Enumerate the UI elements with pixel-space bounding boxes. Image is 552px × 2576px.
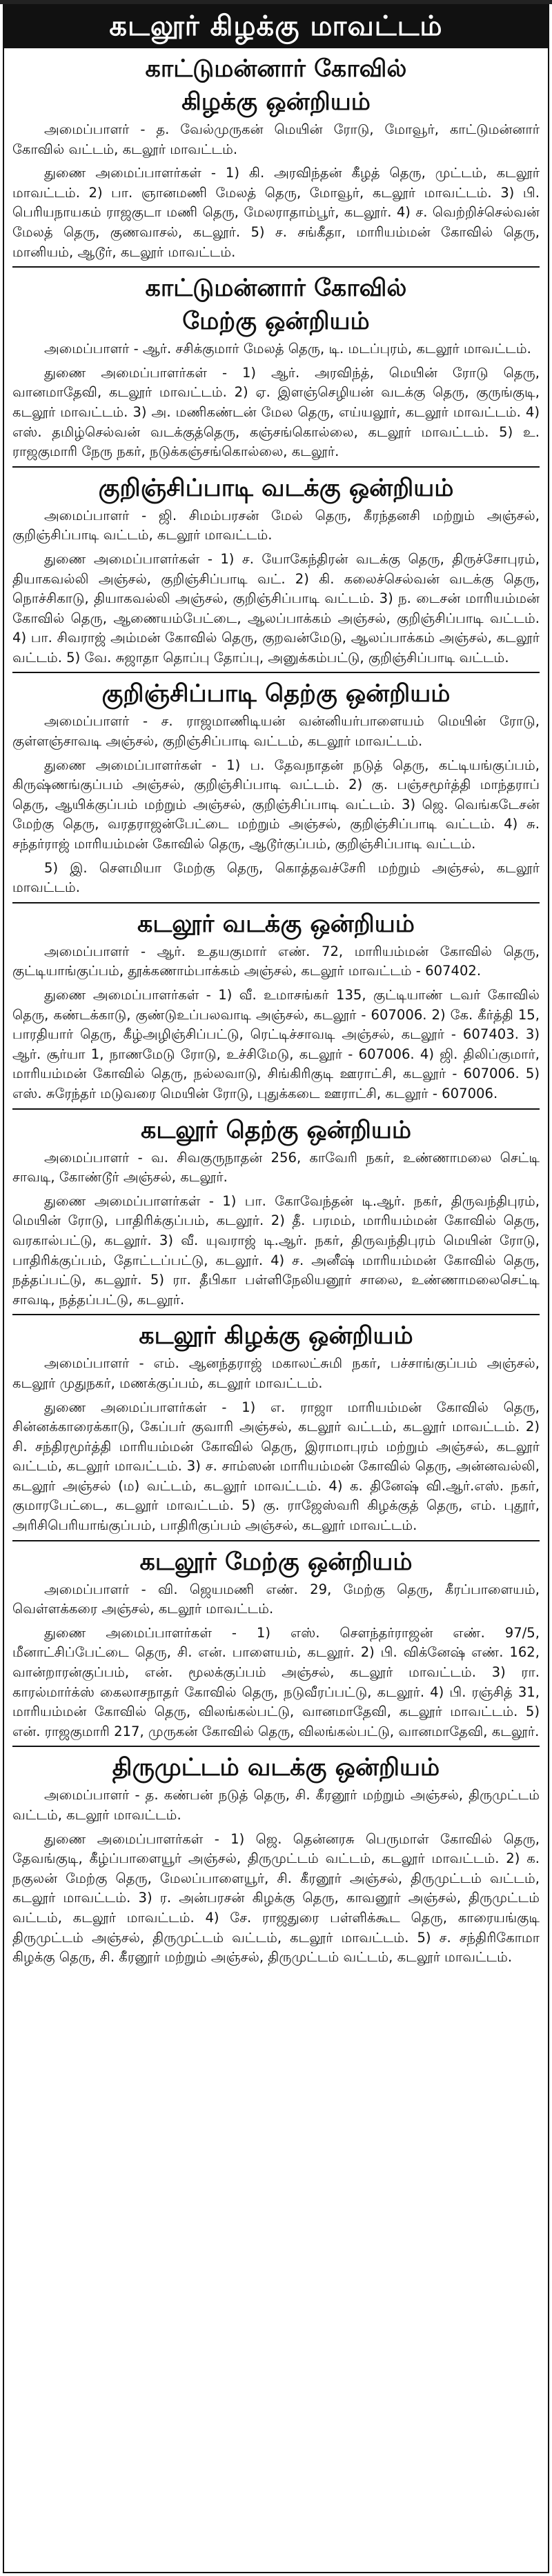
union-title: திருமுட்டம் வடக்கு ஒன்றியம் [112, 1754, 440, 1782]
organiser-paragraph: அமைப்பாளர் - ஜி. சிமம்பரசன் மேல் தெரு, கீரந்தனசி மற்றும் அஞ்சல், குறிஞ்சிப்பாடி வட்டம், கடலூர் மாவட்டம். [12, 507, 540, 543]
sections-container [4, 48, 548, 1968]
deputy-organisers-paragraph: துணை அமைப்பாளர்கள் - 1) கி. அரவிந்தன் கீழத் தெரு, முட்டம், கடலூர் மாவட்டம். 2) பா. ஞானமணி மேலத் தெரு, மோவூர், கடலூர் மாவட்டம். 3) பி. பெரியநாயகம் ராஜகுடா மணி தெரு, மேலராதாம்பூர், கடலூர். 4) ச. வெற்றிச்செல்வன் மேலத் தெரு, குணவாசல், கடலூர். 5) ச. சங்கீதா, மாரியம்மன் கோவில் தெரு, மானியம், ஆடூர், கடலூர் மாவட்டம். [12, 165, 540, 260]
union-title: கடலூர் மேற்கு ஒன்றியம் [139, 1548, 413, 1576]
district-banner: கடலூர் கிழக்கு மாவட்டம் [4, 6, 548, 48]
organiser-paragraph: அமைப்பாளர் - எம். ஆனந்தராஜ் மகாலட்சுமி நகர், பச்சாங்குப்பம் அஞ்சல், கடலூர் முதுநகர், மணக்குப்பம், கடலூர் மாவட்டம். [12, 1355, 540, 1391]
organiser-paragraph: அமைப்பாளர் - த. கண்பன் நடுத் தெரு, சி. கீரனூர் மற்றும் அஞ்சல், திருமுட்டம் வட்டம், கடலூர் மாவட்டம். [12, 1787, 540, 1823]
union-title: கிழக்கு ஒன்றியம் [181, 88, 371, 116]
union-title: கடலூர் தெற்கு ஒன்றியம் [140, 1116, 412, 1144]
union-section [4, 48, 548, 268]
organiser-paragraph: அமைப்பாளர் - ஆர். உதயகுமார் எண். 72, மாரியம்மன் கோவில் தெரு, குட்டியாங்குப்பம், தூக்கணாம்பாக்கம் அஞ்சல், கடலூர் மாவட்டம் - 607402. [12, 943, 540, 979]
deputy-organisers-paragraph: துணை அமைப்பாளர்கள் - 1) வீ. உமாசங்கர் 135, குட்டியாண் டவர் கோவில் தெரு, கண்டக்காடு, குண்டுஉப்பலவாடி அஞ்சல், கடலூர் - 607006. 2) கே. கீர்த்தி 15, பாரதியார் தெரு, கீழ்அழிஞ்சிப்பட்டு, ரெட்டிச்சாவடி அஞ்சல், கடலூர் - 607403. 3) ஆர். சூர்யா 1, நாணமேடு ரோடு, உச்சிமேடு, கடலூர் - 607006. 4) ஜி. திலிப்குமார், மாரியம்மன் கோவில் தெரு, நல்லவாடு, சிங்கிரிகுடி ஊராட்சி, கடலூர் - 607006. 5) எஸ். சுரேந்தர் மடுவரை மெயின் ரோடு, புதுக்கடை ஊராட்சி, கடலூர் - 607006. [12, 987, 540, 1101]
union-title: காட்டுமன்னார் கோவில் [145, 55, 407, 83]
union-section [4, 468, 548, 674]
union-title: கடலூர் கிழக்கு ஒன்றியம் [139, 1322, 413, 1350]
deputy-organisers-paragraph: துணை அமைப்பாளர்கள் - 1) பா. கோவேந்தன் டி.ஆர். நகர், திருவந்திபுரம், மெயின் ரோடு, பாதிரிக்குப்பம், கடலூர். 2) தீ. பரமம், மாரியம்மன் கோவில் தெரு, வரகால்பட்டு, கடலூர். 3) வீ. யுவராஜ் டி.ஆர். நகர், திருவந்திபுரம் மெயின் ரோடு, பாதிரிக்குப்பம், தோட்டப்பட்டு, கடலூர். 4) ச. அனீஷ் மாரியம்மன் கோவில் தெரு, நத்தப்பட்டு, கடலூர். 5) ரா. தீபிகா பள்ளிநேலியனூர் சாலை, உண்ணாமலைசெட்டி சாவடி, நத்தப்பட்டு, கடலூர். [12, 1192, 540, 1308]
union-section [4, 903, 548, 1110]
organiser-paragraph: அமைப்பாளர் - ச. ராஜமாணிடியன் வன்னியர்பாளையம் மெயின் ரோடு, குள்ளஞ்சாவடி அஞ்சல், குறிஞ்சிப்பாடி வட்டம், கடலூர் மாவட்டம். [12, 713, 540, 750]
deputy-organisers-paragraph: துணை அமைப்பாளர்கள் - 1) ப. தேவநாதன் நடுத் தெரு, கட்டியங்குப்பம், கிருஷ்ணங்குப்பம் அஞ்சல், குறிஞ்சிப்பாடி வட்டம். 2) கு. பஞ்சமூர்த்தி மாந்தராப் தெரு, ஆயிக்குப்பம் மற்றும் அஞ்சல், குறிஞ்சிப்பாடி வட்டம். 3) ஜெ. வெங்கடேசன் மேற்கு தெரு, வரதராஜன்பேட்டை மற்றும் அஞ்சல், குறிஞ்சிப்பாடி வட்டம். 4) சு. சந்தர்ராஜ் மாரியம்மன் கோவில் தெரு, ஆடூர்குப்பம், குறிஞ்சிப்பாடி வட்டம். [12, 757, 540, 852]
union-title: குறிஞ்சிப்பாடி வடக்கு ஒன்றியம் [98, 474, 454, 502]
union-title: மேற்கு ஒன்றியம் [182, 308, 370, 336]
notice-frame [3, 4, 549, 2573]
deputy-organisers-paragraph: துணை அமைப்பாளர்கள் - 1) ஜெ. தென்னரசு பெருமாள் கோவில் தெரு, தேவங்குடி, கீழ்ப்பாளையூர் அஞ்சல், திருமுட்டம் வட்டம், கடலூர் மாவட்டம். 2) க. நகுலன் மேற்கு தெரு, மேலப்பாளையூர், சி. கீரனூர் அஞ்சல், திருமுட்டம் வட்டம், கடலூர் மாவட்டம். 3) ர. அன்பரசன் கிழக்கு தெரு, காவனூர் அஞ்சல், திருமுட்டம் வட்டம், கடலூர் மாவட்டம். 4) சே. ராஜதுரை பள்ளிக்கூட தெரு, காரையங்குடி திருமுட்டம் அஞ்சல், திருமுட்டம் வட்டம், கடலூர் மாவட்டம். 5) ச. சந்திரிகோமா கிழக்கு தெரு, சி. கீரனூர் மற்றும் அஞ்சல், திருமுட்டம் வட்டம், கடலூர் மாவட்டம். [12, 1830, 540, 1966]
deputy-organisers-paragraph: 5) இ. சௌமியா மேற்கு தெரு, கொத்தவச்சேரி மற்றும் அஞ்சல், கடலூர் மாவட்டம். [12, 859, 540, 896]
union-title: குறிஞ்சிப்பாடி தெற்கு ஒன்றியம் [101, 680, 451, 708]
deputy-organisers-paragraph: துணை அமைப்பாளர்கள் - 1) ஆர். அரவிந்த், மெயின் ரோடு தெரு, வானமாதேவி, கடலூர் மாவட்டம். 2) ஏ. இளஞ்செழியன் வடக்கு தெரு, குருங்குடி, கடலூர் மாவட்டம். 3) அ. மணிகண்டன் மேல தெரு, எய்யலூர், கடலூர் மாவட்டம். 4) எஸ். தமிழ்செல்வன் வடக்குத்தெரு, கஞ்சங்கொல்லை, கடலூர் மாவட்டம். 5) உ. ராஜகுமாரி நேரு நகர், நடுக்கஞ்சங்கொல்லை, கடலூர். [12, 364, 540, 460]
organiser-paragraph: அமைப்பாளர் - த. வேல்முருகன் மெயின் ரோடு, மோவூர், காட்டுமன்னார் கோவில் வட்டம், கடலூர் மாவட்டம். [12, 121, 540, 157]
organiser-paragraph: அமைப்பாளர் - ஆர். சசிக்குமார் மேலத் தெரு, டி. மடப்புரம், கடலூர் மாவட்டம். [44, 341, 531, 357]
union-section [4, 1110, 548, 1316]
deputy-organisers-paragraph: துணை அமைப்பாளர்கள் - 1) ச. யோகேந்திரன் வடக்கு தெரு, திருச்சோபுரம், தியாகவல்லி அஞ்சல், குறிஞ்சிப்பாடி வட். 2) கி. கலைச்செல்வன் வடக்கு தெரு, நொச்சிகாடு, தியாகவல்லி அஞ்சல், குறிஞ்சிப்பாடி வட்டம். 3) ந. டைசன் மாரியம்மன் கோவில் தெரு, ஆணையம்பேட்டை, ஆலப்பாக்கம் அஞ்சல், குறிஞ்சிப்பாடி வட்டம். 4) பா. சிவராஜ் அம்மன் கோவில் தெரு, குறவன்மேடு, ஆலப்பாக்கம் அஞ்சல், கடலூர் வட்டம். 5) வே. சுஜாதா தொப்பு தோப்பு, அனுக்கம்பட்டு, குறிஞ்சிப்பாடி வட்டம். [12, 550, 540, 666]
union-title: காட்டுமன்னார் கோவில் [145, 274, 407, 303]
union-section [4, 1315, 548, 1541]
union-section [4, 673, 548, 903]
organiser-paragraph: அமைப்பாளர் - வ. சிவகுருநாதன் 256, காவேரி நகர், உண்ணாமலை செட்டி சாவடி, கோண்டூர் அஞ்சல், கடலூர். [12, 1149, 540, 1186]
deputy-organisers-paragraph: துணை அமைப்பாளர்கள் - 1) எ. ராஜா மாரியம்மன் கோவில் தெரு, சின்னக்காரைக்காடு, கேப்பர் குவாரி அஞ்சல், கடலூர் வட்டம், கடலூர் மாவட்டம். 2) சி. சந்திரமூர்த்தி மாரியம்மன் கோவில் தெரு, இராமாபுரம் மற்றும் அஞ்சல், கடலூர் வட்டம், கடலூர் மாவட்டம். 3) ச. சாம்ஸன் மாரியம்மன் கோவில் தெரு, அன்னவல்லி, கடலூர் அஞ்சல் (ம) வட்டம், கடலூர் மாவட்டம். 4) க. தினேஷ் வி.ஆர்.எஸ். நகர், குமாரபேட்டை, கடலூர் மாவட்டம். 5) கு. ராஜேஸ்வரி கிழக்குத் தெரு, எம். புதூர், அரிசிபெரியாங்குப்பம், பாதிரிகுப்பம் அஞ்சல், கடலூர் மாவட்டம். [12, 1399, 540, 1534]
union-section [4, 1541, 548, 1748]
organiser-paragraph: அமைப்பாளர் - வி. ஜெயமணி எண். 29, மேற்கு தெரு, கீரப்பாளையம், வெள்ளக்கரை அஞ்சல், கடலூர் மாவட்டம். [12, 1581, 540, 1617]
union-title: கடலூர் வடக்கு ஒன்றியம் [137, 910, 415, 938]
union-section [4, 268, 548, 468]
union-section [4, 1747, 548, 1967]
deputy-organisers-paragraph: துணை அமைப்பாளர்கள் - 1) எஸ். சௌந்தர்ராஜன் எண். 97/5, மீனாட்சிப்பேட்டை தெரு, சி. என். பாளையம், கடலூர். 2) பி. விக்னேஷ் எண். 162, வான்றாரன்குப்பம், என். மூலக்குப்பம் அஞ்சல், கடலூர் மாவட்டம். 3) ரா. காரல்மார்க்ஸ் கைலாசநாதர் கோவில் தெரு, நடுவீரப்பட்டு, கடலூர். 4) பி. ரஞ்சித் 31, மாரியம்மன் கோவில் தெரு, விலங்கல்பட்டு, வானமாதேவி, கடலூர் மாவட்டம். 5) என். ராஜகுமாரி 217, முருகன் கோவில் தெரு, விலங்கல்பட்டு, வானமாதேவி, கடலூர். [12, 1624, 540, 1739]
